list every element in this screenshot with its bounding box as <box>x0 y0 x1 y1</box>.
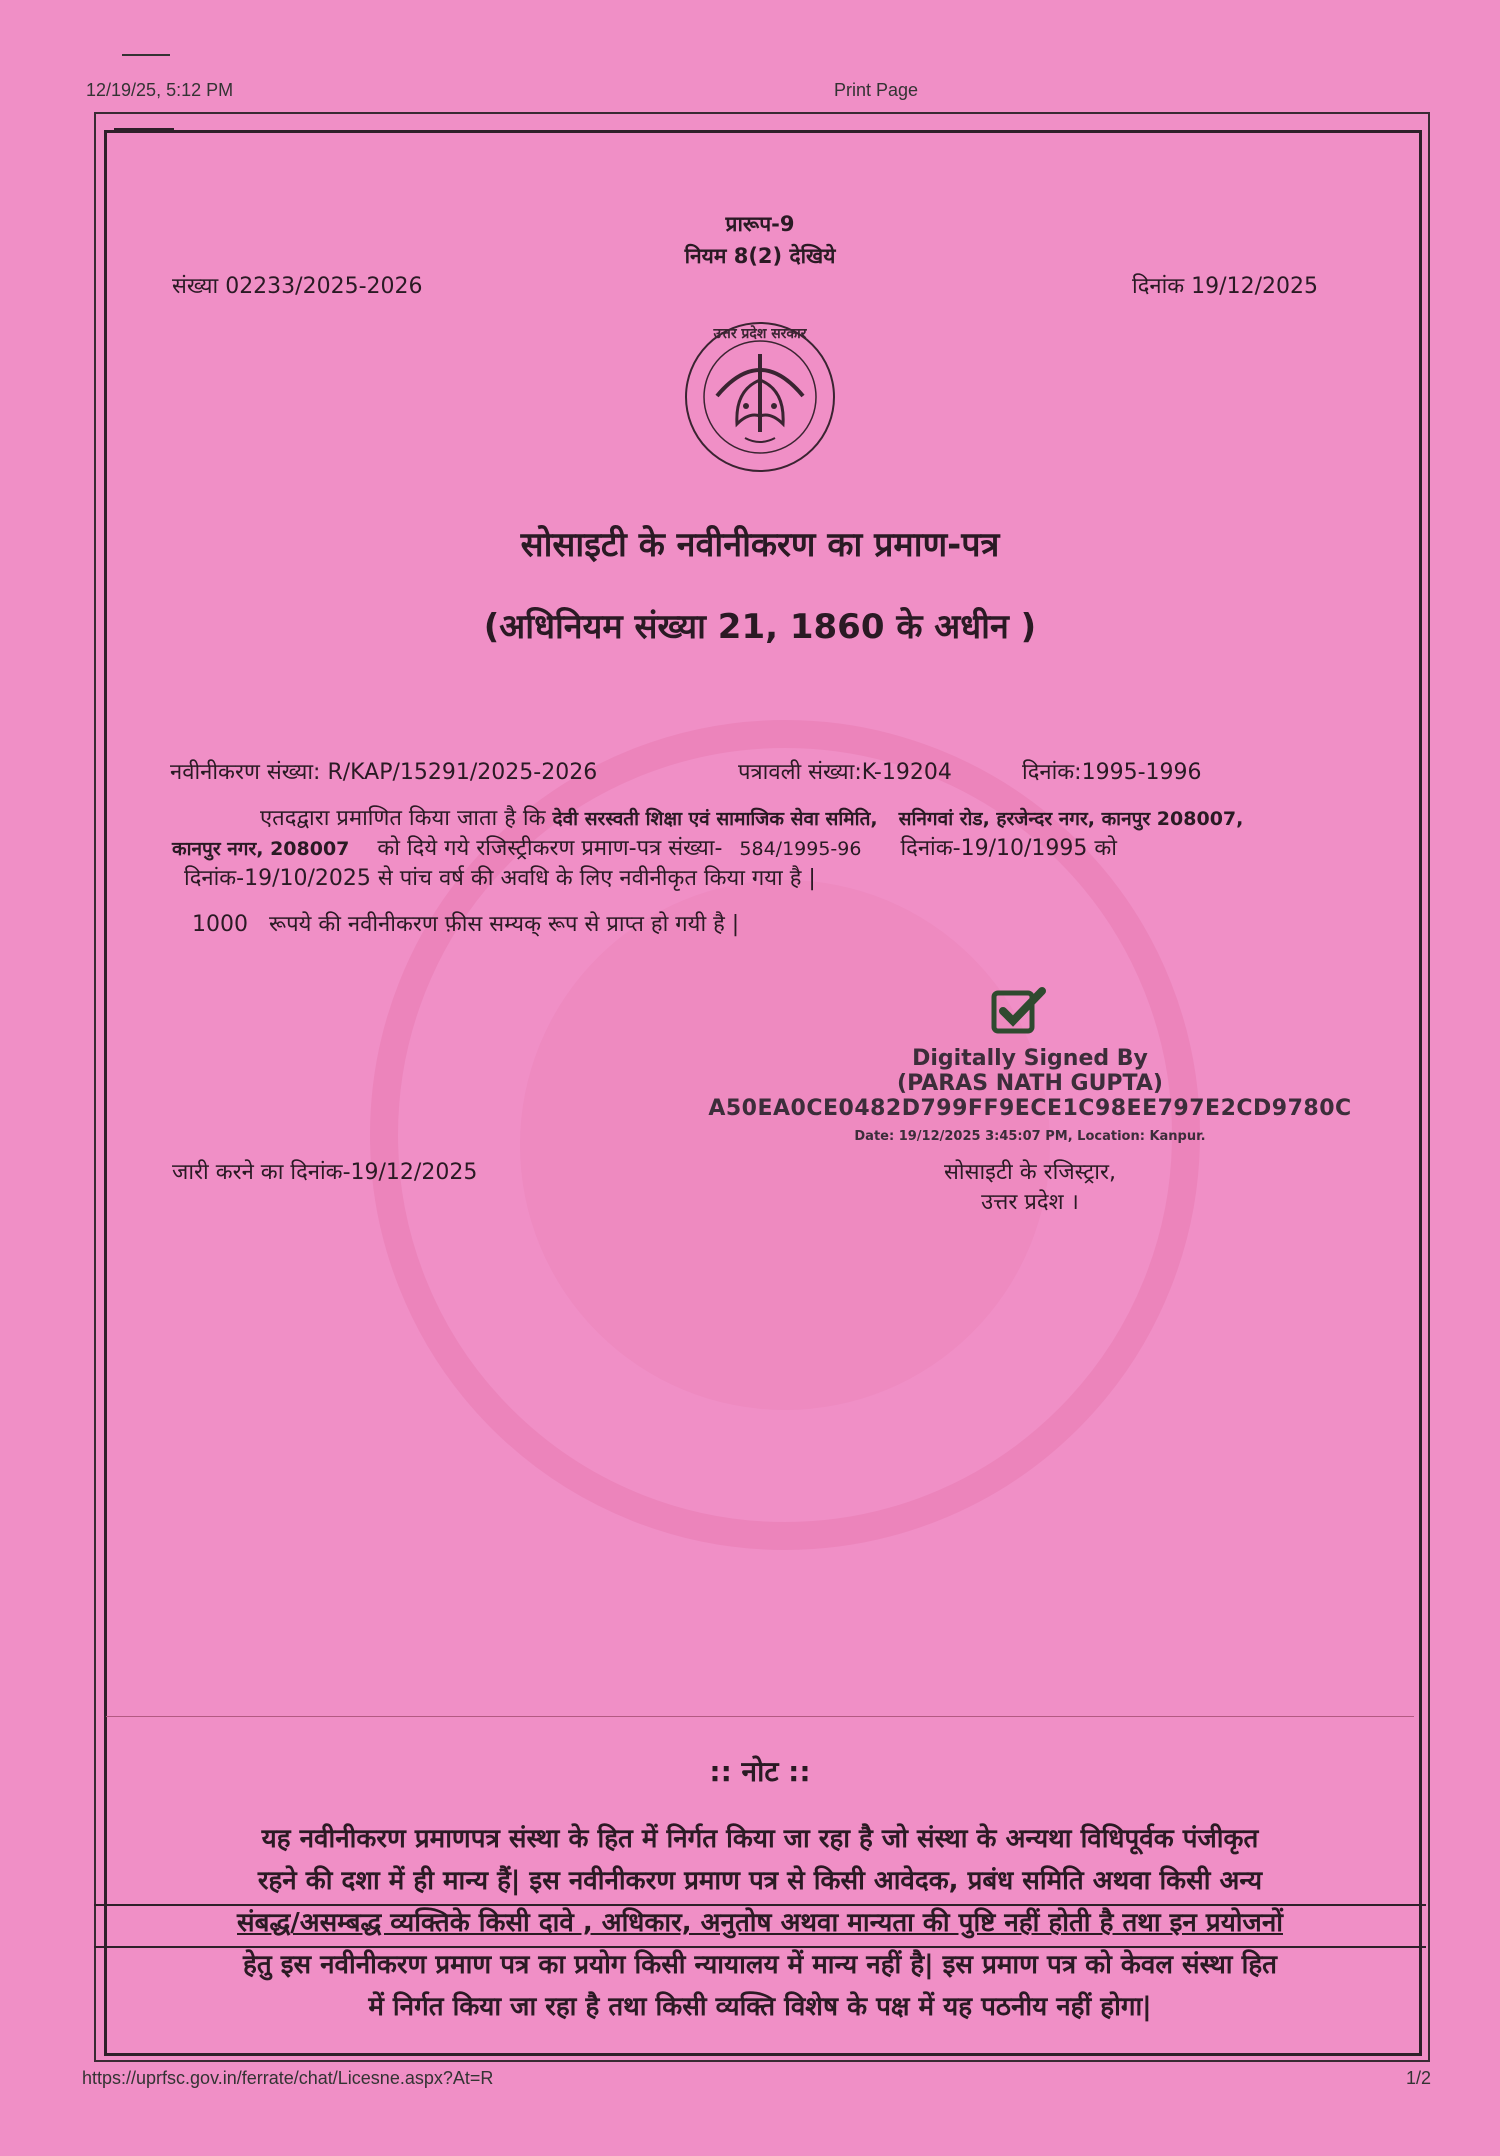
body-line-2 <box>172 834 1362 864</box>
certificate-number: संख्या 02233/2025-2026 <box>172 274 423 299</box>
fee-text: रूपये की नवीनीकरण फ़ीस सम्यक् रूप से प्राप्त हो गयी है | <box>268 912 740 937</box>
body-intro: एतदद्वारा प्रमाणित किया जाता है कि <box>260 806 546 831</box>
header-rule <box>122 54 170 56</box>
note-line-5: में निर्गत किया जा रहा है तथा किसी व्यक्ति विशेष के पक्ष में यह पठनीय नहीं होगा| <box>368 1992 1152 2022</box>
certificate-date: दिनांक 19/12/2025 <box>1132 274 1318 299</box>
certificate-title: सोसाइटी के नवीनीकरण का प्रमाण-पत्र <box>520 525 1000 565</box>
checkbox-check-icon <box>990 985 1050 1035</box>
note-line-3: संबद्ध/असम्बद्ध व्यक्तिके किसी दावे , अधिकार, अनुतोष अथवा मान्यता की पुष्टि नहीं होती है तथा इन प्रयोजनों <box>237 1908 1283 1938</box>
note-rule-top <box>94 1904 1426 1906</box>
form-block <box>560 210 960 270</box>
footer-page: 1/2 <box>1406 2068 1432 2088</box>
signature-hash: A50EA0CE0482D799FF9ECE1C98EE797E2CD9780C <box>708 1096 1352 1121</box>
body-line-3: दिनांक-19/10/2025 से पांच वर्ष की अवधि के लिए नवीनीकृत किया गया है | <box>184 866 816 891</box>
note-rule-bottom <box>94 1946 1426 1948</box>
renewal-number: नवीनीकरण संख्या: R/KAP/15291/2025-2026 <box>170 760 598 785</box>
registration-number: 584/1995-96 <box>739 838 862 860</box>
certification-body <box>172 804 1362 894</box>
note-line-1: यह नवीनीकरण प्रमाणपत्र संस्था के हित में निर्गत किया जा रहा है जो संस्था के अन्यथा विधिपूर्वक पंजीकृत <box>261 1824 1259 1854</box>
signed-by-label: Digitally Signed By <box>912 1046 1148 1071</box>
form-rule: नियम 8(2) देखिये <box>684 244 836 268</box>
note-body <box>96 1818 1424 2028</box>
file-number: पत्रावली संख्या:K-19204 <box>738 760 952 785</box>
signer-name: (PARAS NATH GUPTA) <box>897 1071 1163 1096</box>
issue-date: जारी करने का दिनांक-19/12/2025 <box>172 1160 478 1185</box>
fee-amount: 1000 <box>192 912 248 937</box>
footer-url: https://uprfsc.gov.in/ferrate/chat/Licesne.aspx?At=R <box>82 2068 494 2088</box>
emblem-watermark-center <box>520 880 1050 1410</box>
body-line-1 <box>172 804 1362 834</box>
corner-mark <box>114 128 174 130</box>
signature-block <box>660 1046 1400 1144</box>
registrar-state: उत्तर प्रदेश । <box>981 1190 1079 1215</box>
note-heading: :: नोट :: <box>709 1755 811 1788</box>
note-divider <box>106 1716 1414 1717</box>
print-title: Print Page <box>834 80 919 100</box>
note-line-2: रहने की दशा में ही मान्य हैं| इस नवीनीकरण प्रमाण पत्र से किसी आवेदक, प्रबंध समिति अथवा किसी अन्य <box>257 1866 1263 1896</box>
signature-date-location: Date: 19/12/2025 3:45:07 PM, Location: Kanpur. <box>854 1129 1206 1144</box>
registration-date: दिनांक-19/10/1995 को <box>900 836 1117 861</box>
file-date: दिनांक:1995-1996 <box>1022 760 1202 785</box>
society-address: सनिगवां रोड, हरजेन्दर नगर, कानपुर 208007, <box>898 808 1244 830</box>
up-government-emblem-icon <box>683 320 837 474</box>
emblem-text: उत्तर प्रदेश सरकार <box>713 326 807 342</box>
society-district: कानपुर नगर, 208007 <box>172 838 350 860</box>
form-name: प्रारूप-9 <box>725 212 795 236</box>
note-line-4: हेतु इस नवीनीकरण प्रमाण पत्र का प्रयोग किसी न्यायालय में मान्य नहीं है| इस प्रमाण पत्र को केवल संस्था हित <box>243 1950 1277 1980</box>
registrar-title: सोसाइटी के रजिस्ट्रार, <box>944 1160 1116 1185</box>
print-datetime: 12/19/25, 5:12 PM <box>86 80 234 100</box>
body-mid: को दिये गये रजिस्ट्रीकरण प्रमाण-पत्र संख्या- <box>377 836 723 861</box>
fee-line <box>192 910 739 940</box>
certificate-subtitle: (अधिनियम संख्या 21, 1860 के अधीन ) <box>483 607 1037 647</box>
society-name: देवी सरस्वती शिक्षा एवं सामाजिक सेवा समिति, <box>552 808 878 830</box>
